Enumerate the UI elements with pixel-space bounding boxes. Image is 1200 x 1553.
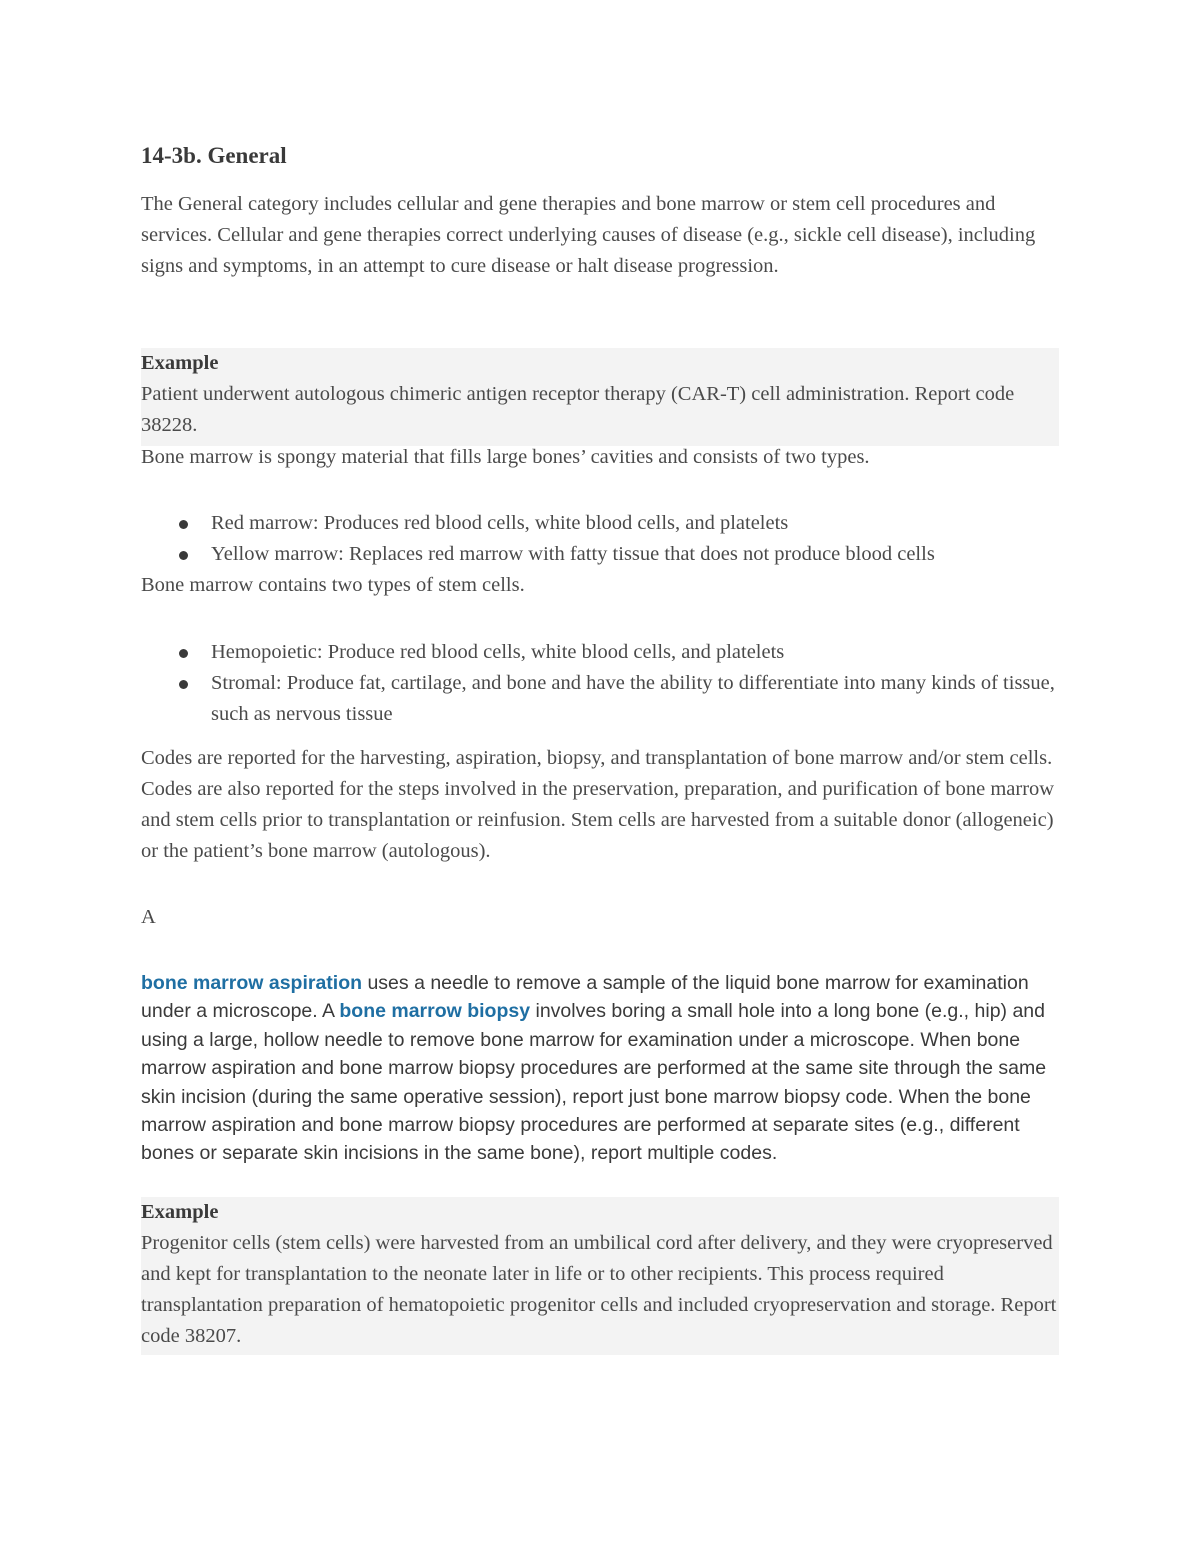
- aspiration-text-1: uses a needle to remove a sample of the liquid bone marrow for examination under a microscope. A: [141, 972, 1029, 1023]
- example-text: Progenitor cells (stem cells) were harvested from an umbilical cord after delivery, and they were cryopreserved and kept for transplantation to the neonate later in life or to other recipients. This process required transplantation preparation of hematopoietic progenitor cells and included cryopreservation and storage. Report code 38207.: [141, 1232, 1057, 1347]
- bullet-icon: [179, 520, 188, 529]
- list-item-text: Hemopoietic: Produce red blood cells, white blood cells, and platelets: [211, 641, 785, 663]
- stem-types-list: [141, 637, 1059, 730]
- bullet-icon: [179, 551, 188, 560]
- marrow-intro-paragraph: Bone marrow is spongy material that fills large bones’ cavities and consists of two types.: [141, 446, 870, 468]
- intro-paragraph: The General category includes cellular and gene therapies and bone marrow or stem cell procedures and services. Cellular and gene therapies correct underlying causes of disease (e.g., sickle cell disease), including signs and symptoms, in an attempt to cure disease or halt disease progression.: [141, 193, 1036, 277]
- stem-intro-paragraph: Bone marrow contains two types of stem cells.: [141, 574, 525, 596]
- section-heading: 14-3b. General: [141, 143, 287, 168]
- list-item-text: Red marrow: Produces red blood cells, white blood cells, and platelets: [211, 512, 789, 534]
- bullet-icon: [179, 649, 188, 658]
- aspiration-paragraph: [141, 969, 1059, 1168]
- example-text: Patient underwent autologous chimeric antigen receptor therapy (CAR-T) cell administration. Report code 38228.: [141, 383, 1015, 436]
- example-title: Example: [141, 352, 219, 374]
- example-title: Example: [141, 1201, 219, 1223]
- example-box-progenitor: [141, 1197, 1059, 1355]
- marrow-types-list: [141, 508, 1059, 570]
- term-bone-marrow-aspiration: bone marrow aspiration: [141, 972, 363, 994]
- codes-paragraph: Codes are reported for the harvesting, aspiration, biopsy, and transplantation of bone marrow and/or stem cells. Codes are also reported for the steps involved in the preservation, preparation, and purification of bone marrow and stem cells prior to transplantation or reinfusion. Stem cells are harvested from a suitable donor (allogeneic) or the patient’s bone marrow (autologous).: [141, 747, 1055, 862]
- list-item: [141, 637, 1059, 668]
- aspiration-text-2: involves boring a small hole into a long bone (e.g., hip) and using a large, hollow needle to remove bone marrow for examination under a microscope. When bone marrow aspiration and bone marrow biopsy procedures are performed at the same site through the same skin incision (during the same operative session), report just bone marrow biopsy code. When the bone marrow aspiration and bone marrow biopsy procedures are performed at separate sites (e.g., different bones or separate skin incisions in the same bone), report multiple codes.: [141, 1000, 1047, 1165]
- list-item-text: Stromal: Produce fat, cartilage, and bone and have the ability to differentiate into many kinds of tissue, such as nervous tissue: [211, 672, 1055, 725]
- term-bone-marrow-biopsy: bone marrow biopsy: [339, 1000, 531, 1023]
- bullet-icon: [179, 680, 188, 689]
- list-item: [141, 508, 1059, 539]
- list-item-text: Yellow marrow: Replaces red marrow with fatty tissue that does not produce blood cells: [211, 543, 935, 565]
- list-item: [141, 539, 1059, 570]
- list-item: [141, 668, 1059, 730]
- example-box-car-t: [141, 348, 1059, 446]
- section-letter: A: [141, 906, 156, 928]
